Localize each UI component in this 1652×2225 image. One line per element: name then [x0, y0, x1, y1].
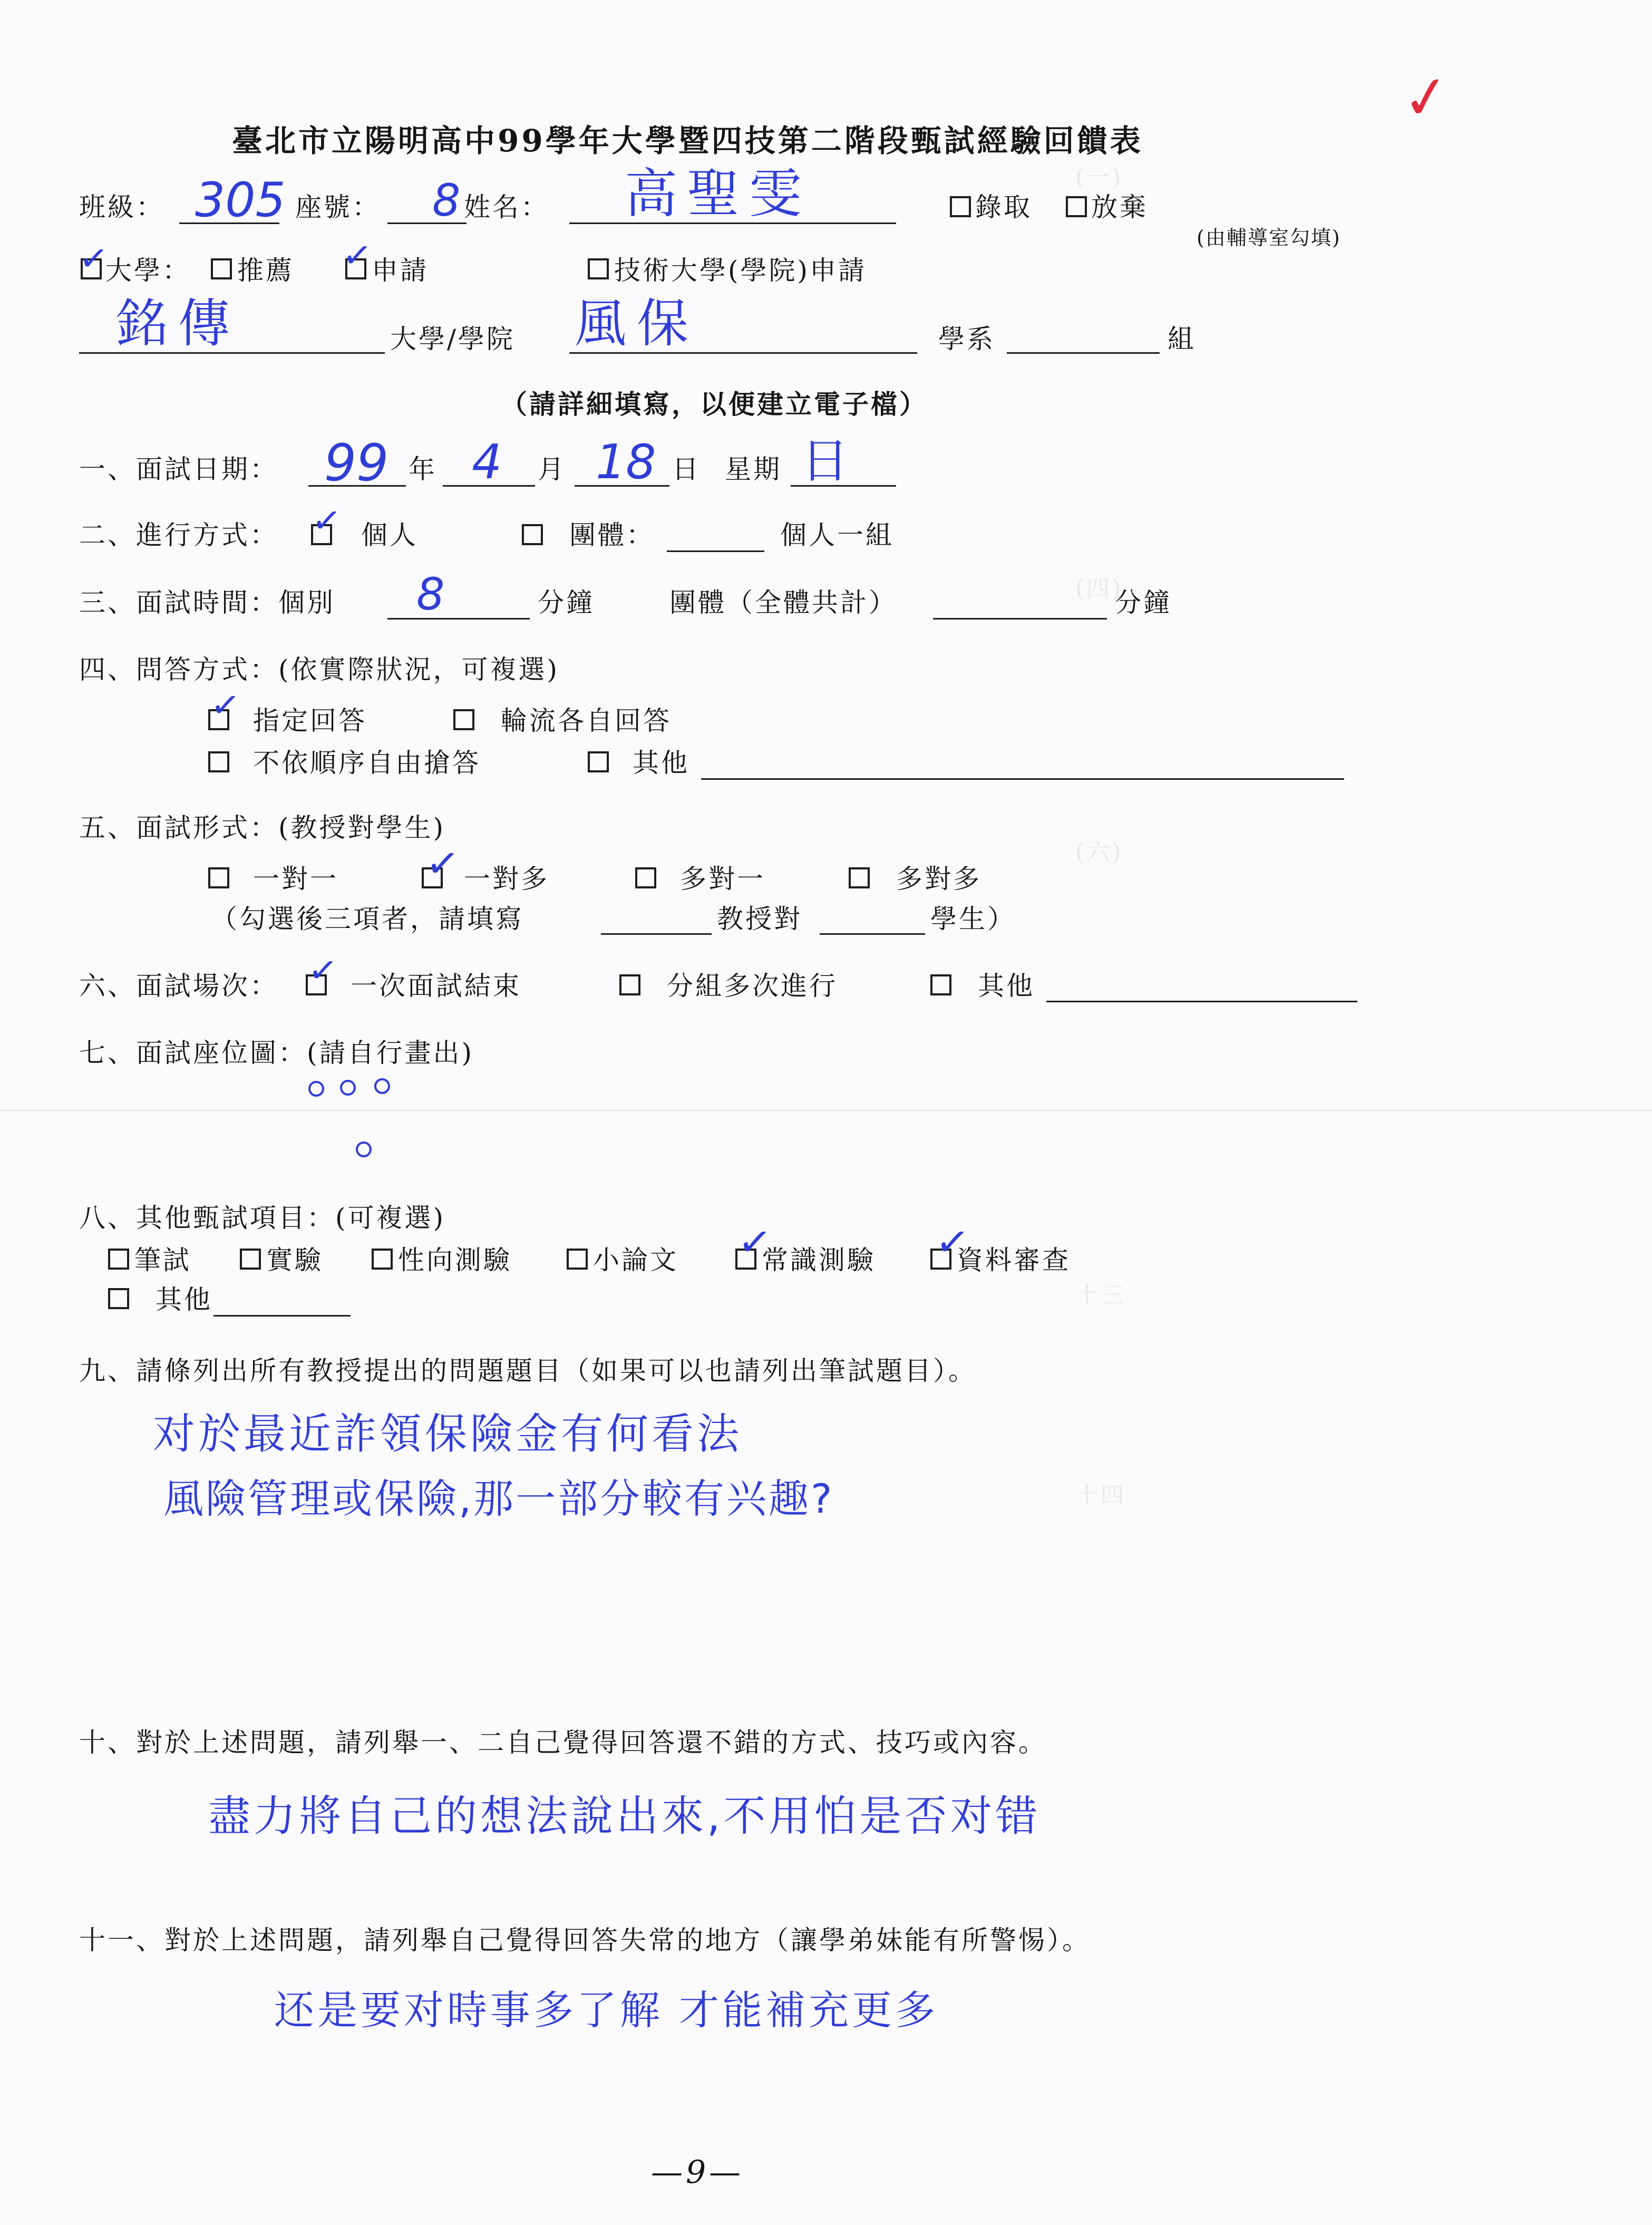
bleed-through-text: 十四	[1075, 1482, 1126, 1509]
q6-opt2-label: 分組多次進行	[667, 971, 838, 1001]
q10-label: 十、對於上述問題，請列舉一、二自己覺得回答還不錯的方式、技巧或內容。	[79, 1727, 1047, 1758]
name-value[interactable]: 高聖雯	[625, 163, 811, 225]
group-line	[1007, 352, 1160, 354]
q5-opt4-label: 多對多	[896, 864, 982, 894]
group-label: 組	[1168, 324, 1196, 354]
q5-note-b: 教授對	[717, 904, 802, 934]
dept-value[interactable]: 風保	[575, 294, 699, 354]
class-label: 班級：	[79, 192, 164, 222]
page-title: 臺北市立陽明高中99學年大學暨四技第二階段甄試經驗回饋表	[232, 123, 1143, 159]
q8-opt7-checkbox[interactable]	[108, 1288, 129, 1309]
q8-opt5-check-mark: ✓	[735, 1216, 774, 1268]
q5-professor-line	[601, 933, 712, 935]
bleed-through-text: (一)	[1075, 164, 1123, 191]
q2-group-label: 團體：	[569, 520, 655, 550]
q8-opt6-label: 資料審查	[957, 1245, 1071, 1275]
seat-diagram-professor-2	[340, 1080, 356, 1096]
q11-label: 十一、對於上述問題，請列舉自己覺得回答失常的地方（讓學弟妹能有所警惕）。	[79, 1925, 1091, 1956]
q4-opt3-checkbox[interactable]	[208, 751, 229, 772]
seat-value[interactable]: 8	[432, 175, 461, 226]
recommend-checkbox[interactable]	[211, 258, 232, 279]
q6-opt3-checkbox[interactable]	[930, 974, 951, 995]
q2-group-checkbox[interactable]	[522, 524, 543, 545]
q4-opt2-label: 輪流各自回答	[501, 705, 672, 736]
q8-opt3-checkbox[interactable]	[372, 1249, 393, 1270]
q5-opt1-checkbox[interactable]	[208, 867, 229, 888]
q4-opt3-label: 不依順序自由搶答	[253, 748, 481, 778]
red-check-mark: ✓	[1397, 61, 1455, 134]
q9-label: 九、請條列出所有教授提出的問題題目（如果可以也請列出筆試題目）。	[79, 1356, 977, 1386]
q8-opt2-checkbox[interactable]	[240, 1249, 261, 1270]
q5-student-line	[820, 933, 925, 935]
q3-individual-line	[387, 618, 530, 620]
q8-other-line	[213, 1315, 351, 1317]
bleed-through-text: (四)	[1075, 575, 1123, 602]
q10-answer[interactable]: 盡力將自己的想法說出來,不用怕是否对错	[208, 1792, 1041, 1841]
bleed-through-text: (六)	[1075, 839, 1123, 866]
seat-diagram-professor-3	[374, 1078, 390, 1094]
q8-opt4-checkbox[interactable]	[567, 1249, 588, 1270]
page-number: —9—	[651, 2154, 744, 2191]
q5-label: 五、面試形式：(教授對學生)	[79, 812, 446, 843]
q5-opt2-label: 一對多	[464, 864, 549, 894]
q2-label: 二、進行方式：	[79, 520, 278, 550]
q3-group-minutes-label: 分鐘	[1115, 587, 1172, 618]
tech-college-label: 技術大學(學院)申請	[614, 255, 867, 286]
q2-per-group-label: 個人一組	[780, 520, 894, 550]
abandon-label: 放棄	[1091, 192, 1148, 222]
q8-opt7-label: 其他	[156, 1284, 212, 1315]
q6-opt1-label: 一次面試結束	[351, 971, 521, 1001]
instruction-text: （請詳細填寫，以便建立電子檔）	[501, 389, 928, 420]
q2-individual-check-mark: ✓	[310, 499, 344, 543]
seat-label: 座號：	[295, 192, 381, 222]
q3-group-label: 團體（全體共計）	[669, 587, 897, 618]
q5-opt4-checkbox[interactable]	[849, 867, 870, 888]
q1-month-value[interactable]: 4	[472, 434, 502, 490]
q5-opt3-checkbox[interactable]	[635, 867, 656, 888]
q1-weekday-value[interactable]: 日	[801, 433, 849, 489]
counselor-note: (由輔導室勾填)	[1197, 226, 1341, 249]
q1-year-label: 年	[409, 454, 437, 485]
q6-opt2-checkbox[interactable]	[619, 974, 640, 995]
q3-individual-value[interactable]: 8	[416, 568, 445, 620]
q5-opt2-check-mark: ✓	[423, 838, 462, 889]
q5-opt3-label: 多對一	[680, 864, 765, 894]
q11-answer[interactable]: 还是要对時事多了解 才能補充更多	[274, 1987, 939, 2034]
class-value[interactable]: 305	[195, 172, 286, 228]
apply-label: 申請	[372, 255, 429, 286]
university-label: 大學：	[105, 255, 191, 286]
tech-college-checkbox[interactable]	[588, 258, 609, 279]
school-label: 大學/學院	[390, 324, 515, 354]
q1-weekday-label: 星期	[725, 454, 782, 485]
q4-opt1-check-mark: ✓	[209, 683, 242, 727]
q6-label: 六、面試場次：	[79, 971, 278, 1001]
seat-diagram-professor-1	[308, 1081, 324, 1097]
q4-label: 四、問答方式：(依實際狀況，可複選)	[79, 654, 560, 685]
q2-group-line	[667, 550, 764, 552]
q4-opt2-checkbox[interactable]	[453, 709, 474, 730]
q6-other-line	[1046, 1001, 1357, 1002]
q4-opt1-label: 指定回答	[253, 705, 367, 736]
q1-year-value[interactable]: 99	[324, 433, 389, 492]
q5-note-c: 學生）	[930, 904, 1016, 934]
university-check-mark: ✓	[77, 237, 111, 280]
q9-answer-line-2[interactable]: 風險管理或保險,那一部分較有兴趣?	[163, 1475, 834, 1522]
school-value[interactable]: 銘傳	[116, 294, 241, 354]
q6-opt3-label: 其他	[978, 971, 1035, 1001]
q7-label: 七、面試座位圖：(請自行畫出)	[79, 1038, 474, 1068]
q8-opt4-label: 小論文	[593, 1245, 678, 1275]
q4-opt4-checkbox[interactable]	[588, 751, 609, 772]
q4-opt4-label: 其他	[633, 748, 689, 778]
q5-note-a: （勾選後三項者，請填寫	[211, 904, 524, 934]
q8-label: 八、其他甄試項目：(可複選)	[79, 1203, 446, 1233]
admitted-label: 錄取	[975, 192, 1032, 222]
q1-month-label: 月	[538, 454, 566, 485]
q1-day-label: 日	[672, 454, 701, 485]
q1-day-value[interactable]: 18	[596, 434, 656, 490]
seat-diagram-student	[356, 1141, 372, 1157]
q4-other-line	[701, 778, 1344, 780]
name-label: 姓名：	[464, 192, 549, 222]
q9-answer-line-1[interactable]: 对於最近詐領保險金有何看法	[153, 1409, 742, 1458]
q3-label: 三、面試時間：個別	[79, 587, 335, 618]
bleed-through-text: 十三	[1075, 1282, 1126, 1309]
paper-fold-line	[0, 1110, 1652, 1111]
q3-minutes-label: 分鐘	[538, 587, 595, 618]
q8-opt2-label: 實驗	[266, 1245, 323, 1275]
recommend-label: 推薦	[237, 255, 294, 286]
q8-opt3-label: 性向測驗	[398, 1245, 512, 1275]
q8-opt1-checkbox[interactable]	[108, 1249, 129, 1270]
q2-individual-label: 個人	[361, 520, 418, 550]
q8-opt6-check-mark: ✓	[933, 1216, 972, 1268]
q1-label: 一、面試日期：	[79, 454, 278, 485]
q3-group-line	[933, 618, 1107, 620]
q8-opt1-label: 筆試	[134, 1245, 191, 1275]
q6-opt1-check-mark: ✓	[306, 949, 340, 992]
admitted-checkbox[interactable]	[950, 196, 971, 217]
apply-check-mark: ✓	[341, 234, 374, 277]
dept-label: 學系	[938, 324, 995, 354]
q5-opt1-label: 一對一	[253, 864, 338, 894]
q8-opt5-label: 常識測驗	[762, 1245, 876, 1275]
abandon-checkbox[interactable]	[1066, 196, 1087, 217]
